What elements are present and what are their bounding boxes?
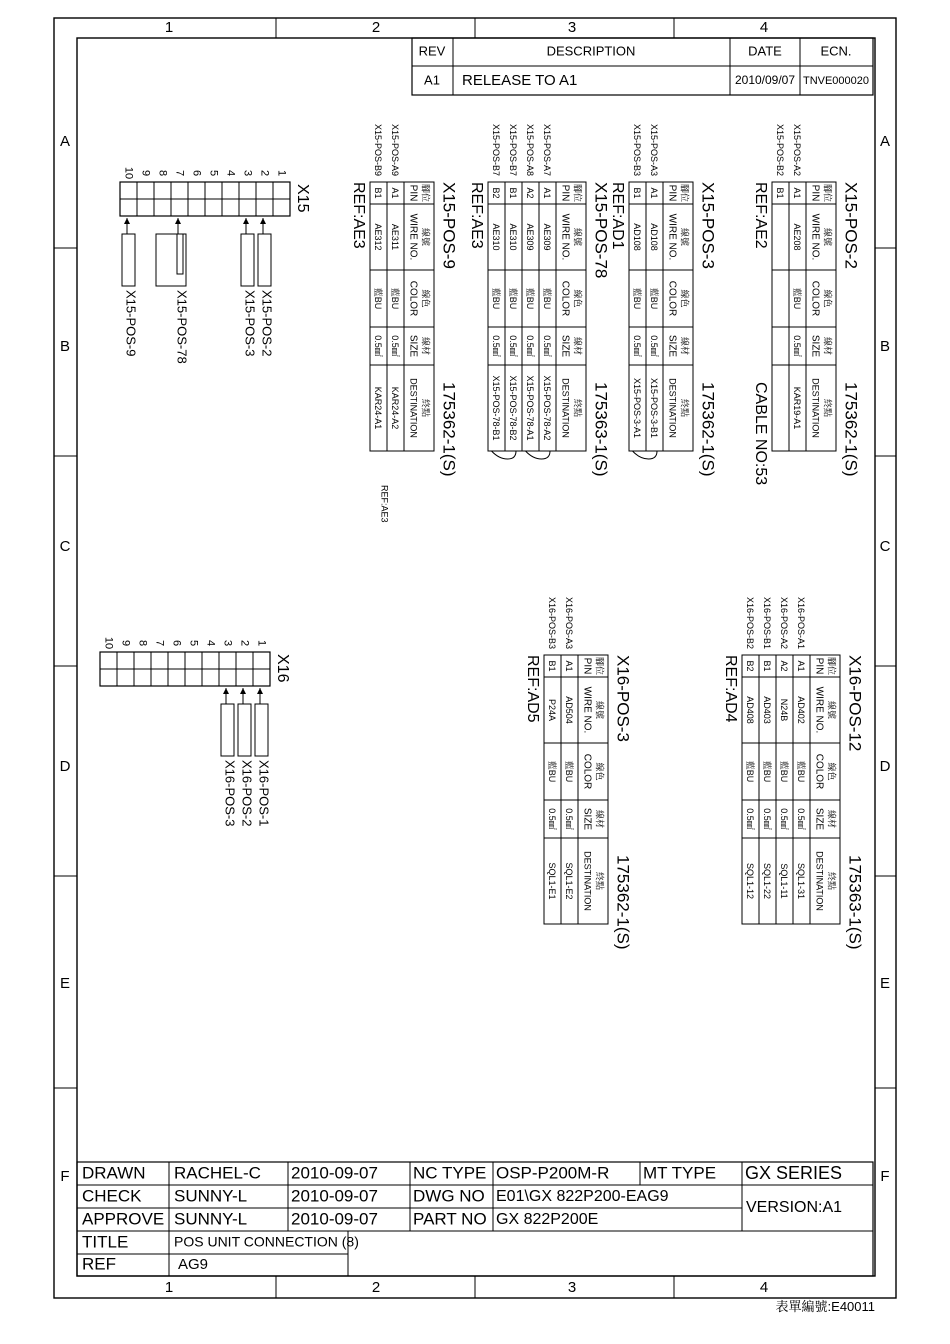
cable-table-x15-pos-9: [350, 124, 459, 523]
cell-color: 藍BU: [792, 287, 803, 310]
cell-size: 0.5㎟: [542, 335, 553, 357]
title-block-nc-type: OSP-P200M-R: [496, 1163, 610, 1183]
plug-inner-mark: [177, 234, 183, 274]
cable-title: X16-POS-3: [613, 655, 633, 742]
column-label-bottom: 2: [371, 1278, 381, 1296]
title-block-approve-date: 2010-09-07: [291, 1209, 378, 1229]
terminal-label: X16-POS-A1: [796, 596, 807, 649]
cell-pin: A1: [649, 187, 660, 199]
cell-wire: AD408: [745, 696, 756, 724]
column-header: PIN: [666, 184, 678, 202]
column-header: WIRE NO.: [559, 213, 571, 261]
column-header: COLOR: [666, 280, 678, 317]
title-block-check-date: 2010-09-07: [291, 1186, 378, 1206]
pin-number: 4: [224, 169, 237, 177]
plug-housing: [238, 704, 251, 756]
pin-number: 3: [221, 639, 234, 647]
cell-color: 藍BU: [542, 287, 553, 310]
terminal-label: X16-POS-B1: [762, 596, 773, 649]
pin-number: 1: [275, 169, 288, 177]
cable-ref: REF:AD5: [523, 655, 541, 723]
column-header-zh: 線材: [679, 336, 690, 356]
cable-ref: REF:AE3: [349, 182, 367, 249]
terminal-label: X15-POS-A8: [525, 123, 536, 176]
cell-color: 藍BU: [796, 760, 807, 783]
title-block-version: VERSION:A1: [746, 1199, 843, 1217]
date-header: DATE: [748, 43, 782, 59]
pin-number: 10: [122, 166, 135, 180]
column-label-bottom: 1: [164, 1278, 174, 1296]
cell-size: 0.5㎟: [792, 335, 803, 357]
column-header-zh: 線材: [572, 336, 583, 356]
column-header-zh: 線號: [420, 227, 431, 247]
cell-pin: A2: [525, 187, 536, 199]
cell-pin: B1: [547, 660, 558, 672]
terminal-label: X15-POS-A3: [649, 123, 660, 176]
column-header-zh: 腳位: [594, 656, 605, 676]
column-header: PIN: [813, 657, 825, 675]
cell-wire: AE311: [390, 223, 401, 251]
arrow-head: [223, 688, 229, 694]
row-label-right: E: [879, 974, 891, 992]
ecn-value: TNVE000020: [802, 74, 870, 87]
pin-number: 9: [139, 169, 152, 177]
description-header: DESCRIPTION: [546, 43, 636, 59]
title-block-drawn-date: 2010-09-07: [291, 1163, 378, 1183]
cable-title: X15-POS-78: [591, 182, 611, 279]
title-block-nc-type-label: NC TYPE: [413, 1163, 487, 1183]
column-header: DESTINATION: [667, 378, 678, 438]
cell-dest: SQL1-E1: [547, 862, 558, 900]
plug-housing: [156, 234, 186, 286]
cable-number: CABLE NO:53: [751, 382, 769, 486]
terminal-label: X15-POS-B9: [373, 123, 384, 176]
terminal-label: X15-POS-B7: [491, 123, 502, 176]
row-label-left: C: [59, 537, 71, 555]
pin-number: 9: [119, 639, 132, 647]
cell-dest: X15-POS-78-A2: [542, 375, 553, 441]
title-block-dwg-no-label: DWG NO: [413, 1186, 485, 1206]
column-label-top: 4: [759, 18, 769, 36]
cable-part-number: 175362-1(S): [698, 382, 718, 477]
cell-size: 0.5㎟: [632, 335, 643, 357]
cell-wire: AE208: [792, 223, 803, 251]
title-block-ref: AG9: [178, 1255, 209, 1273]
arrow-head: [257, 688, 263, 694]
plug-label: X15-POS-2: [259, 290, 275, 357]
terminal-label: X15-POS-A2: [792, 123, 803, 176]
cell-dest: X15-POS-3-A1: [632, 377, 643, 439]
cell-wire: P24A: [547, 698, 558, 722]
form-number: 表單編號:E40011: [775, 1299, 875, 1314]
row-label-left: F: [60, 1167, 70, 1185]
cell-size: 0.5㎟: [390, 335, 401, 357]
cable-table-x16-pos-3: [524, 597, 633, 950]
cell-wire: AD108: [632, 223, 643, 251]
cell-pin: B1: [508, 187, 519, 199]
cell-size: 0.5㎟: [508, 335, 519, 357]
column-header: COLOR: [813, 753, 825, 790]
title-block-part-no-label: PART NO: [413, 1209, 487, 1229]
cell-pin: A1: [792, 187, 803, 199]
column-header: WIRE NO.: [407, 213, 419, 261]
row-label-right: B: [879, 337, 891, 355]
cell-size: 0.5㎟: [796, 808, 807, 830]
pin-number: 5: [187, 639, 200, 647]
column-header-zh: 線色: [826, 762, 837, 781]
cell-wire: AD402: [796, 696, 807, 724]
loopback-bracket: [492, 451, 517, 459]
plug-label: X15-POS-3: [242, 290, 258, 357]
column-header: SIZE: [666, 334, 678, 358]
terminal-label: X15-POS-A7: [542, 123, 553, 176]
cell-dest: X15-POS-3-B1: [649, 377, 660, 439]
cell-pin: A1: [564, 660, 575, 672]
cell-size: 0.5㎟: [373, 335, 384, 357]
cable-part-number: 175362-1(S): [841, 382, 861, 477]
column-header: COLOR: [559, 280, 571, 317]
cell-size: 0.5㎟: [491, 335, 502, 357]
terminal-label: X15-POS-B3: [632, 123, 643, 176]
cable-ref: REF:AE2: [751, 182, 769, 249]
cell-pin: B2: [745, 660, 756, 672]
plug-housing: [221, 704, 234, 756]
column-header: DESTINATION: [814, 851, 825, 911]
row-label-right: D: [879, 757, 891, 775]
column-header-zh: 線色: [572, 289, 583, 308]
plug-housing: [122, 234, 135, 286]
cable-title: X16-POS-12: [845, 655, 865, 752]
cable-part-number: 175362-1(S): [439, 382, 459, 477]
column-header: DESTINATION: [560, 378, 571, 438]
column-header-zh: 線號: [822, 227, 833, 247]
cell-pin: B1: [373, 187, 384, 199]
column-header: PIN: [809, 184, 821, 202]
arrow-head: [124, 218, 130, 224]
pin-number: 5: [207, 169, 220, 177]
cell-dest: KAR24-A2: [390, 386, 401, 430]
cell-color: 藍BU: [390, 287, 401, 310]
row-label-right: F: [880, 1167, 890, 1185]
column-header: DESTINATION: [810, 378, 821, 438]
column-header: SIZE: [813, 807, 825, 831]
cell-pin: A1: [796, 660, 807, 672]
cell-wire: N24B: [779, 698, 790, 722]
column-label-top: 1: [164, 18, 174, 36]
cell-dest: SQL1-11: [779, 863, 790, 899]
column-header-zh: 終點: [679, 398, 690, 418]
row-label-right: A: [879, 132, 891, 150]
cell-dest: SQL1-22: [762, 862, 773, 900]
revision-table: [412, 38, 873, 95]
arrow-head: [260, 218, 266, 224]
column-header-zh: 線號: [594, 700, 605, 720]
rev-value: A1: [424, 72, 440, 88]
cell-wire: AE309: [525, 223, 536, 251]
column-label-bottom: 4: [759, 1278, 769, 1296]
column-header: WIRE NO.: [809, 213, 821, 261]
column-header-zh: 線材: [826, 809, 837, 829]
column-header: DESTINATION: [408, 378, 419, 438]
cell-color: 藍BU: [373, 287, 384, 310]
cell-dest: SQL1-12: [745, 862, 756, 900]
cable-tables: [350, 124, 865, 950]
column-header-zh: 終點: [420, 398, 431, 418]
column-header-zh: 線材: [822, 336, 833, 356]
plug-label: X16-POS-2: [239, 760, 255, 827]
title-block-title-label: TITLE: [82, 1232, 129, 1252]
connector-x16: [100, 637, 291, 827]
cell-wire: AD504: [564, 696, 575, 724]
cell-size: 0.5㎟: [762, 808, 773, 830]
column-header-zh: 線色: [822, 289, 833, 308]
arrow-head: [175, 218, 181, 224]
cable-part-number: 175362-1(S): [613, 855, 633, 950]
column-header-zh: 線色: [679, 289, 690, 308]
plug-housing: [258, 234, 271, 286]
column-header-zh: 腳位: [572, 183, 583, 203]
cell-dest: SQL1-E2: [564, 862, 575, 900]
column-label-top: 3: [567, 18, 577, 36]
pin-number: 10: [102, 636, 115, 650]
column-header-zh: 線色: [594, 762, 605, 781]
column-header-zh: 線材: [420, 336, 431, 356]
column-header-zh: 線號: [572, 227, 583, 247]
cell-pin: B1: [632, 187, 643, 199]
title-block-drawn-by: RACHEL-C: [174, 1163, 261, 1183]
column-header: COLOR: [407, 280, 419, 317]
column-header: COLOR: [809, 280, 821, 317]
loopback-bracket: [633, 451, 658, 459]
pin-number: 3: [241, 169, 254, 177]
row-label-left: D: [59, 757, 71, 775]
cell-color: 藍BU: [745, 760, 756, 783]
side-ref: REF:AE3: [379, 485, 390, 523]
column-header: SIZE: [581, 807, 593, 831]
plug-label: X15-POS-9: [123, 290, 139, 357]
cable-table-x15-pos-78: [468, 124, 611, 477]
cell-size: 0.5㎟: [745, 808, 756, 830]
title-block-ref-label: REF: [82, 1254, 116, 1274]
cell-dest: KAR19-A1: [792, 386, 803, 430]
date-value: 2010/09/07: [734, 73, 796, 88]
terminal-label: X16-POS-A3: [564, 596, 575, 649]
pin-number: 8: [156, 169, 169, 177]
arrow-head: [240, 688, 246, 694]
column-header-zh: 腳位: [420, 183, 431, 203]
column-header: PIN: [407, 184, 419, 202]
connector-diagrams: [100, 167, 311, 827]
cable-title: X15-POS-3: [698, 182, 718, 269]
terminal-label: X16-POS-B2: [745, 596, 756, 649]
row-label-right: C: [879, 537, 891, 555]
column-header-zh: 線號: [679, 227, 690, 247]
terminal-label: X15-POS-A9: [390, 123, 401, 176]
cell-wire: AE309: [542, 223, 553, 251]
cell-dest: SQL1-31: [796, 862, 807, 900]
title-block-dwg-no: E01\GX 822P200-EAG9: [496, 1188, 669, 1206]
cell-size: 0.5㎟: [564, 808, 575, 830]
arrow-head: [243, 218, 249, 224]
plug-housing: [241, 234, 254, 286]
connector-name: X15: [293, 184, 311, 213]
rev-header: REV: [418, 43, 446, 59]
cell-pin: A1: [542, 187, 553, 199]
cell-size: 0.5㎟: [779, 808, 790, 830]
title-block-approve-by: SUNNY-L: [174, 1209, 248, 1229]
cell-color: 藍BU: [632, 287, 643, 310]
column-header-zh: 終點: [594, 871, 605, 891]
column-label-bottom: 3: [567, 1278, 577, 1296]
column-header: DESTINATION: [582, 851, 593, 911]
pin-number: 2: [238, 639, 251, 647]
row-label-left: A: [59, 132, 71, 150]
terminal-label: X16-POS-A2: [779, 596, 790, 649]
cable-ref: REF:AD1: [608, 182, 626, 250]
description-value: RELEASE TO A1: [462, 71, 578, 89]
column-header-zh: 線號: [826, 700, 837, 720]
cell-wire: AD403: [762, 696, 773, 724]
title-block-check-by: SUNNY-L: [174, 1186, 248, 1206]
column-header: PIN: [559, 184, 571, 202]
title-block-check-label: CHECK: [82, 1186, 142, 1206]
cell-dest: X15-POS-78-A1: [525, 375, 536, 441]
pin-number: 4: [204, 639, 217, 647]
cell-color: 藍BU: [491, 287, 502, 310]
terminal-label: X15-POS-B2: [775, 123, 786, 176]
cell-dest: KAR24-A1: [373, 386, 384, 430]
column-header: WIRE NO.: [666, 213, 678, 261]
cable-table-x15-pos-3: [609, 124, 718, 477]
row-label-left: E: [59, 974, 71, 992]
terminal-label: X15-POS-B7: [508, 123, 519, 176]
cable-title: X15-POS-2: [841, 182, 861, 269]
column-header: PIN: [581, 657, 593, 675]
plug-label: X15-POS-78: [174, 290, 190, 364]
cable-part-number: 175363-1(S): [591, 382, 611, 477]
cell-color: 藍BU: [564, 760, 575, 783]
cell-size: 0.5㎟: [649, 335, 660, 357]
cable-part-number: 175363-1(S): [845, 855, 865, 950]
title-block: [77, 1162, 873, 1276]
column-header-zh: 腳位: [826, 656, 837, 676]
column-header-zh: 線材: [594, 809, 605, 829]
loopback-bracket: [526, 451, 551, 459]
cell-size: 0.5㎟: [525, 335, 536, 357]
cell-color: 藍BU: [779, 760, 790, 783]
pin-number: 1: [255, 639, 268, 647]
cell-pin: A2: [779, 660, 790, 672]
column-label-top: 2: [371, 18, 381, 36]
column-header: WIRE NO.: [581, 686, 593, 734]
cell-wire: AE310: [508, 223, 519, 251]
cell-color: 藍BU: [762, 760, 773, 783]
column-header: COLOR: [581, 753, 593, 790]
pin-number: 7: [173, 169, 186, 177]
cell-pin: B1: [762, 660, 773, 672]
cable-ref: REF:AE3: [467, 182, 485, 249]
column-header: WIRE NO.: [813, 686, 825, 734]
pin-number: 8: [136, 639, 149, 647]
connector-x15: [120, 167, 311, 364]
cable-title: X15-POS-9: [439, 182, 459, 269]
pin-number: 6: [190, 169, 203, 177]
ecn-header: ECN.: [820, 43, 852, 59]
cable-table-x16-pos-12: [722, 597, 865, 950]
cell-color: 藍BU: [649, 287, 660, 310]
cell-pin: B1: [775, 187, 786, 199]
column-header: SIZE: [407, 334, 419, 358]
column-header-zh: 終點: [572, 398, 583, 418]
column-header-zh: 終點: [826, 871, 837, 891]
terminal-label: X16-POS-B3: [547, 596, 558, 649]
cable-ref: REF:AD4: [721, 655, 739, 723]
cell-color: 藍BU: [547, 760, 558, 783]
cell-dest: X15-POS-78-B2: [508, 375, 519, 441]
cell-dest: X15-POS-78-B1: [491, 375, 502, 441]
cell-color: 藍BU: [508, 287, 519, 310]
row-label-left: B: [59, 337, 71, 355]
column-header: SIZE: [559, 334, 571, 358]
title-block-drawn-label: DRAWN: [82, 1163, 146, 1183]
pin-number: 2: [258, 169, 271, 177]
cell-color: 藍BU: [525, 287, 536, 310]
column-header-zh: 線色: [420, 289, 431, 308]
column-header-zh: 終點: [822, 398, 833, 418]
title-block-approve-label: APPROVE: [82, 1209, 165, 1229]
cell-pin: A1: [390, 187, 401, 199]
cell-wire: AD108: [649, 223, 660, 251]
plug-label: X16-POS-1: [256, 760, 272, 827]
title-block-mt-type-label: MT TYPE: [643, 1163, 717, 1183]
connector-name: X16: [273, 654, 291, 683]
title-block-part-no: GX 822P200E: [496, 1211, 599, 1229]
title-block-mt-type: GX SERIES: [745, 1162, 843, 1183]
pin-number: 7: [153, 639, 166, 647]
plug-housing: [255, 704, 268, 756]
cell-size: 0.5㎟: [547, 808, 558, 830]
cell-wire: AE312: [373, 223, 384, 251]
cell-pin: B2: [491, 187, 502, 199]
cell-wire: AE310: [491, 223, 502, 251]
column-header-zh: 腳位: [679, 183, 690, 203]
plug-label: X16-POS-3: [222, 760, 238, 827]
pin-number: 6: [170, 639, 183, 647]
cable-table-x15-pos-2: [752, 124, 861, 485]
column-header: SIZE: [809, 334, 821, 358]
column-header-zh: 腳位: [822, 183, 833, 203]
title-block-title: POS UNIT CONNECTION (8): [174, 1233, 359, 1250]
